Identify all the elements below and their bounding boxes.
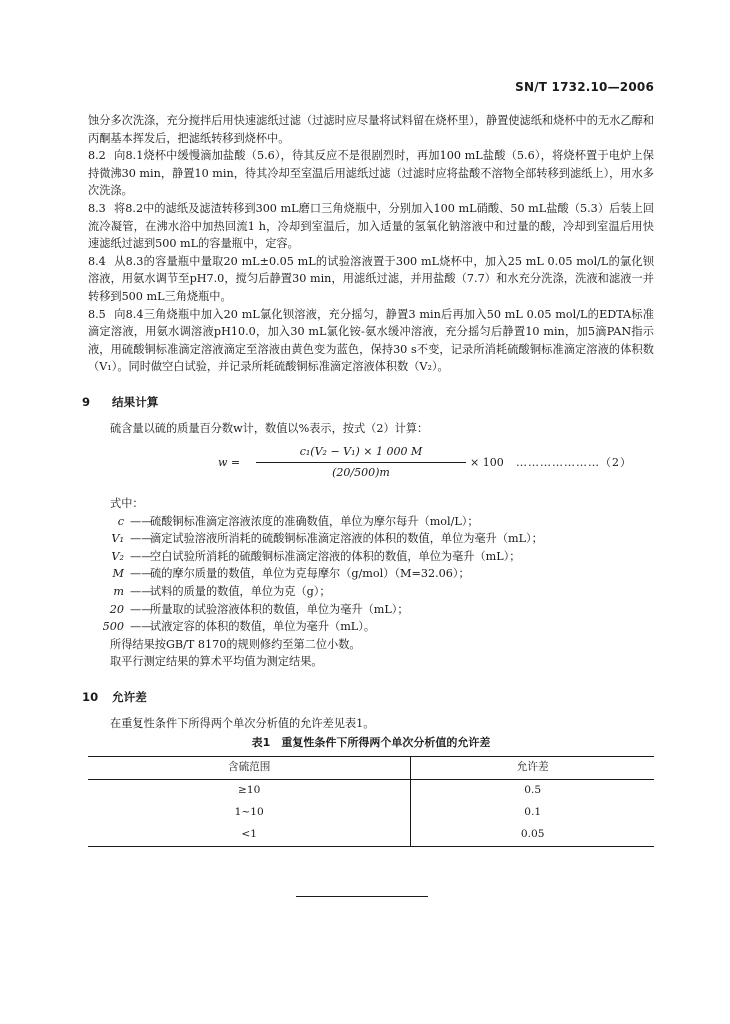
section-number: 10 [82,690,99,705]
formula-numerator: c₁(V₂ − V₁) × 1 000 M [256,443,466,463]
variable-list [88,513,654,636]
variable-symbol: m [113,585,124,599]
equation-number: …………………（2） [516,456,632,470]
table-cell: 1~10 [234,806,264,819]
section-title: 结果计算 [112,394,159,409]
step-text: 将8.2中的滤纸及滤渣转移到300 mL磨口三角烧瓶中，分别加入100 mL硝酸、50 mL盐酸（5.3）后装上回流冷凝管，在沸水浴中加热回流1 h，冷却到室温后，加入适量的氢氧化钠溶液中和过量的酸，冷却到室温后用快速滤纸过滤到500 mL的容量瓶中，定容。 [88,201,654,251]
variable-dash: —— [130,514,153,528]
procedure-steps [88,147,654,376]
variable-dash: —— [130,549,153,563]
variable-description: 空白试验所消耗的硫酸铜标准滴定溶液的体积的数值，单位为毫升（mL）； [150,549,521,563]
step-number: 8.2 [88,149,106,163]
variable-symbol: M [112,567,124,581]
end-of-document-rule [296,896,428,897]
variable-dash: —— [130,620,153,634]
standard-number: SN/T 1732.10—2006 [515,80,654,94]
variable-symbol: 20 [109,602,124,616]
intro-paragraph: 蚀分多次洗涤，充分搅拌后用快速滤纸过滤（过滤时应尽量将试料留在烧杯里），静置使滤纸和烧杯中的无水乙醇和丙酮基本挥发后，把滤纸转移到烧杯中。 [88,114,654,145]
section-10-heading [82,689,654,707]
table-row [88,824,654,847]
calc-lead: 硫含量以硫的质量百分数w计，数值以%表示，按式（2）计算： [110,421,429,435]
variable-item [88,565,654,583]
step-text: 向8.4三角烧瓶中加入20 mL氯化钡溶液，充分摇匀，静置3 min后再加入50 mL 0.05 mol/L的EDTA标准滴定溶液，用氨水调溶液pH10.0，加入30 mL氯化铵-氨水缓冲溶液，充分摇匀后静置10 min，加5滴PAN指示液，用硫酸铜标准滴定溶液滴定至溶液由黄色变为蓝色，保持30 s不变，记录所消耗硫酸铜标准滴定溶液的体积数（V₁）。同时做空白试验，并记录所耗硫酸铜标准滴定溶液体积数（V₂）。 [88,307,654,374]
variable-item [88,601,654,619]
variable-dash: —— [130,602,153,616]
table-row [88,779,654,802]
step-number: 8.3 [88,201,106,215]
table-cell: 0.05 [411,824,654,847]
table-cell: 0.1 [411,802,654,824]
variable-symbol: V₂ [111,549,124,563]
variable-symbol: V₁ [111,532,124,546]
table-header-row [88,756,654,779]
step-text: 向8.1烧杯中缓慢滴加盐酸（5.6），待其反应不是很剧烈时，再加100 mL盐酸（5.6），将烧杯置于电炉上保持微沸30 min，静置10 min，待其冷却至室温后用滤纸过滤（过滤时应将盐酸不溶物全部转移到滤纸上），用水多次洗涤。 [88,149,654,198]
variable-item [88,548,654,566]
step-number: 8.5 [88,307,106,321]
table-cell: ≥10 [238,784,261,797]
step-text: 从8.3的容量瓶中量取20 mL±0.05 mL的试验溶液置于300 mL烧杯中，加入25 mL 0.05 mol/L的氯化钡溶液，用氨水调节至pH7.0，搅匀后静置30 min，用滤纸过滤，并用盐酸（7.7）和水充分洗涤，洗液和滤液一并转移到500 mL三角烧瓶中。 [88,254,654,303]
variable-item [88,530,654,548]
step-8-4 [88,253,654,306]
variable-item [88,583,654,601]
average-note: 取平行测定结果的算术平均值为测定结果。 [110,655,323,669]
formula-lhs: w = [218,456,241,470]
column-header: 允许差 [411,756,654,779]
table-caption: 表1 重复性条件下所得两个单次分析值的允许差 [251,736,491,750]
tolerance-table [88,756,654,847]
table-cell: 0.5 [411,779,654,802]
section-9-heading [82,394,654,412]
variable-dash: —— [130,567,153,581]
formula-fraction [256,443,466,481]
table-row [88,802,654,824]
variable-description: 滴定试验溶液所消耗的硫酸铜标准滴定溶液的体积的数值，单位为毫升（mL）； [150,532,543,546]
step-number: 8.4 [88,254,106,268]
where-label: 式中： [110,497,144,511]
variable-item [88,513,654,531]
variable-description: 试液定容的体积的数值，单位为毫升（mL）。 [150,620,376,634]
variable-symbol: c [117,514,124,528]
variable-description: 硫的摩尔质量的数值，单位为克每摩尔（g/mol）（M=32.06）； [150,567,470,581]
variable-item [88,618,654,636]
document-body [82,112,654,847]
table-cell: <1 [88,824,411,847]
column-header: 含硫范围 [88,756,411,779]
section-number: 9 [82,394,91,409]
section-title: 允许差 [112,690,147,705]
variable-description: 试料的质量的数值，单位为克（g）； [150,585,331,599]
tolerance-lead: 在重复性条件下所得两个单次分析值的允许差见表1。 [110,716,375,730]
formula-2 [88,443,654,487]
formula-denominator: (20/500)m [332,465,390,479]
rounding-note: 所得结果按GB/T 8170的规则修约至第二位小数。 [110,637,361,651]
variable-dash: —— [130,585,153,599]
step-8-5 [88,306,654,376]
formula-factor: × 100 [470,456,504,470]
variable-description: 硫酸铜标准滴定溶液浓度的准确数值，单位为摩尔每升（mol/L）； [150,514,479,528]
variable-dash: —— [130,532,153,546]
step-8-2 [88,147,654,200]
variable-symbol: 500 [102,620,124,634]
variable-description: 所量取的试验溶液体积的数值，单位为毫升（mL）； [150,602,409,616]
step-8-3 [88,200,654,253]
